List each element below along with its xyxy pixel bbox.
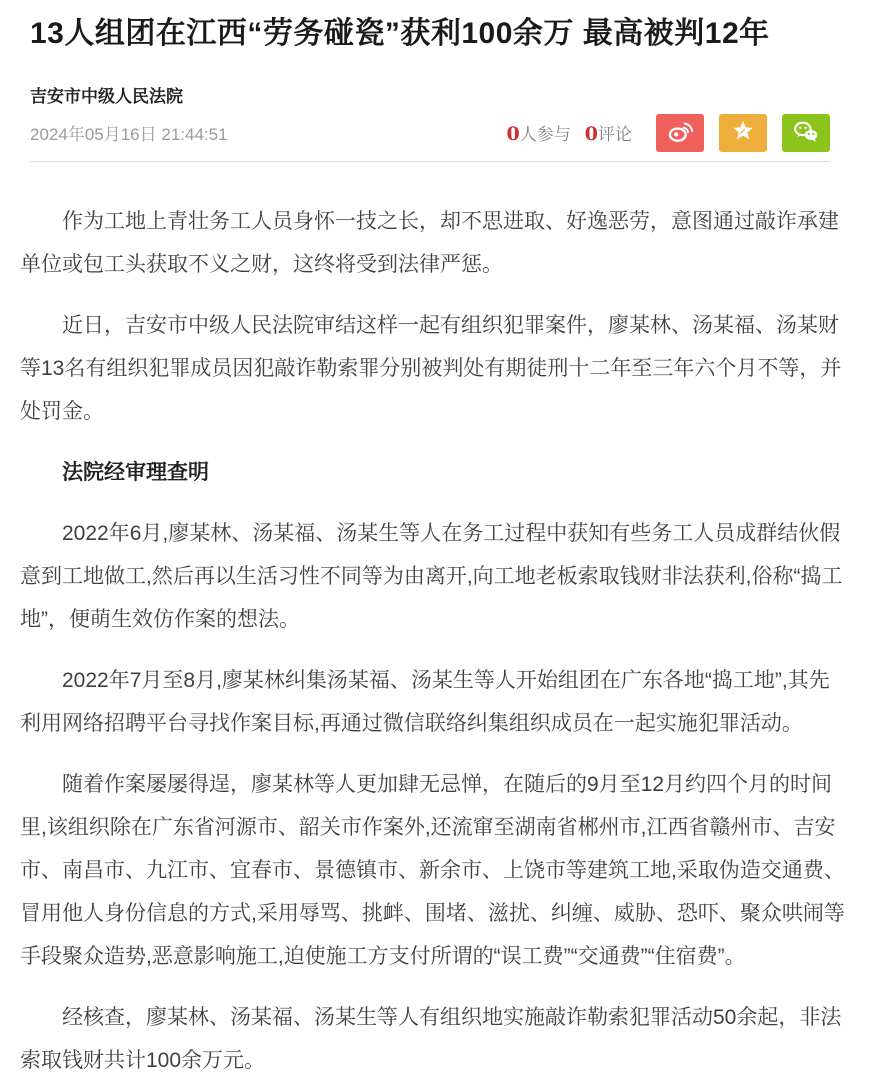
publish-date: 2024年05月16日 21:44:51 xyxy=(30,125,228,144)
share-buttons xyxy=(656,114,830,152)
wechat-icon xyxy=(792,117,820,148)
article-body xyxy=(0,162,875,1082)
article-title: 13人组团在江西“劳务碰瓷”获利100余万 最高被判12年 xyxy=(30,17,770,50)
paragraph: 随着作案屡屡得逞，廖某林等人更加肆无忌惮，在随后的9月至12月约四个月的时间里,该组织除在广东省河源市、韶关市作案外,还流窜至湖南省郴州市,江西省赣州市、吉安市、南昌市、九江市、宜春市、景德镇市、新余市、上饶市等建筑工地,采取伪造交通费、冒用他人身份信息的方式,采用辱骂、挑衅、围堵、滋扰、纠缠、威胁、恐吓、聚众哄闹等手段聚众造势,恶意影响施工,迫使施工方支付所谓的“误工费”“交通费”“住宿费”。 xyxy=(20,772,845,968)
meta-right xyxy=(507,114,830,152)
article-source: 吉安市中级人民法院 xyxy=(30,86,183,106)
paragraph: 2022年6月,廖某林、汤某福、汤某生等人在务工过程中获知有些务工人员成群结伙假意到工地做工,然后再以生活习性不同等为由离开,向工地老板索取钱财非法获利,俗称“捣工地”，便萌生效仿作案的想法。 xyxy=(20,521,843,631)
weibo-icon xyxy=(667,118,694,148)
engagement-stats xyxy=(507,120,632,145)
favorite-star-icon xyxy=(730,118,756,147)
share-wechat-button[interactable] xyxy=(782,114,830,152)
comments-label: 评论 xyxy=(598,125,632,144)
comments-stat[interactable] xyxy=(585,120,632,145)
participation-stat[interactable] xyxy=(507,120,571,145)
article-header xyxy=(30,0,830,162)
paragraph: 作为工地上青壮务工人员身怀一技之长，却不思进取、好逸恶劳，意图通过敲诈承建单位或包工头获取不义之财，这终将受到法律严惩。 xyxy=(20,209,839,276)
paragraph: 2022年7月至8月,廖某林纠集汤某福、汤某生等人开始组团在广东各地“捣工地”,其先利用网络招聘平台寻找作案目标,再通过微信联络纠集组织成员在一起实施犯罪活动。 xyxy=(20,668,830,735)
share-weibo-button[interactable] xyxy=(656,114,704,152)
participation-label: 人参与 xyxy=(519,125,571,144)
paragraph: 近日，吉安市中级人民法院审结这样一起有组织犯罪案件，廖某林、汤某福、汤某财等13名有组织犯罪成员因犯敲诈勒索罪分别被判处有期徒刑十二年至三年六个月不等，并处罚金。 xyxy=(20,313,842,423)
comments-count: 0 xyxy=(584,123,598,145)
paragraph: 经核查，廖某林、汤某福、汤某生等人有组织地实施敲诈勒索犯罪活动50余起，非法索取钱财共计100余万元。 xyxy=(20,1005,842,1072)
share-favorite-button[interactable] xyxy=(719,114,767,152)
meta-row xyxy=(30,114,830,161)
participation-count: 0 xyxy=(506,123,520,145)
section-heading: 法院经审理查明 xyxy=(62,460,209,484)
